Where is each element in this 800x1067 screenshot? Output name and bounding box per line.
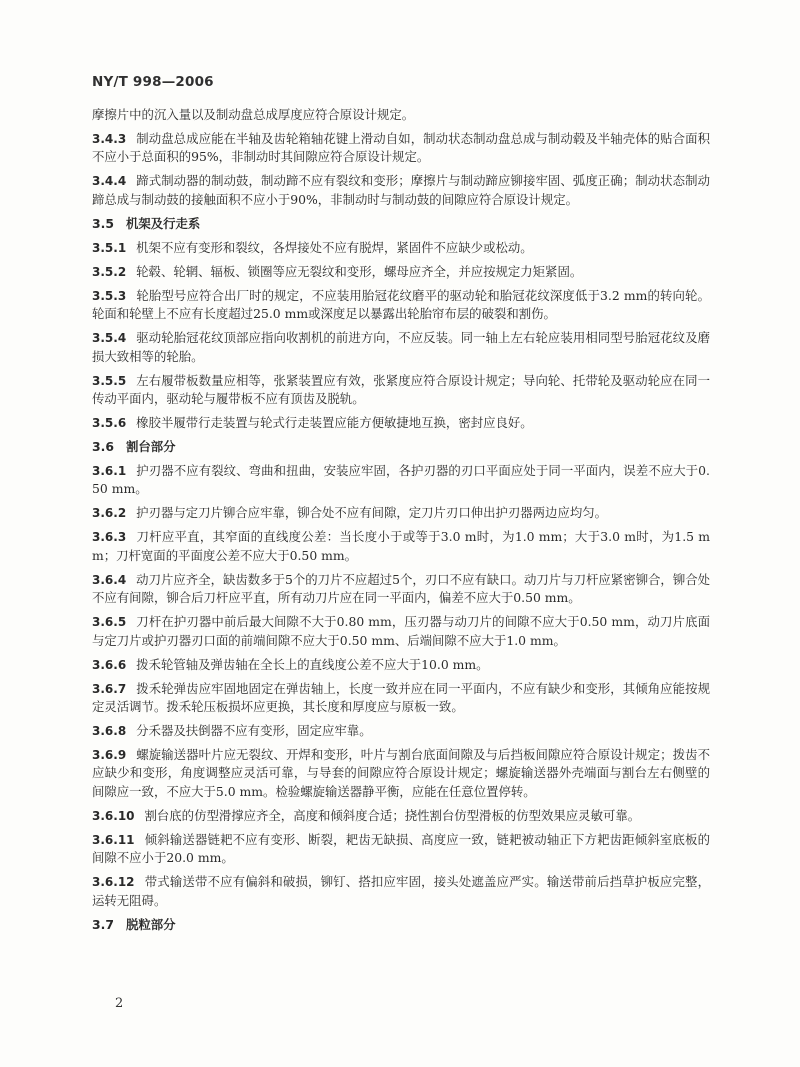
clause-text: 拨禾轮弹齿应牢固地固定在弹齿轴上，长度一致并应在同一平面内，不应有缺少和变形，其倾角应能按规定灵活调节。拨禾轮压板损坏应更换，其长度和厚度应与原板一致。 bbox=[92, 680, 710, 715]
clause-3-6-12 bbox=[92, 873, 710, 910]
clause-3-6-9 bbox=[92, 746, 710, 801]
clause-text: 螺旋输送器叶片应无裂纹、开焊和变形，叶片与割台底面间隙及与后挡板间隙应符合原设计规定；拨齿不应缺少和变形，角度调整应灵活可靠，与导套的间隙应符合原设计规定；螺旋输送器外壳端面与割台左右侧壁的间隙应一致，不应大于5.0 mm。检验螺旋输送器静平衡，应能在任意位置停转。 bbox=[92, 747, 710, 799]
clause-3-4-3 bbox=[92, 130, 710, 167]
clause-3-6-4 bbox=[92, 571, 710, 608]
clause-number: 3.6.1 bbox=[92, 464, 127, 479]
clause-number: 3.6.3 bbox=[92, 530, 127, 545]
clause-3-6-1 bbox=[92, 462, 710, 499]
clause-number: 3.6.8 bbox=[92, 724, 127, 739]
page-number: 2 bbox=[115, 996, 124, 1011]
clause-text: 轮胎型号应符合出厂时的规定，不应装用胎冠花纹磨平的驱动轮和胎冠花纹深度低于3.2 mm的转向轮。轮面和轮壁上不应有长度超过25.0 mm或深度足以暴露出轮胎帘布层的破裂和割伤。 bbox=[92, 287, 710, 322]
section-title: 机架及行走系 bbox=[125, 215, 201, 231]
section-title: 脱粒部分 bbox=[125, 916, 176, 932]
clause-3-6-10 bbox=[92, 807, 710, 825]
clause-number: 3.6.5 bbox=[92, 615, 127, 630]
clause-text: 轮毂、轮辋、辐板、锁圈等应无裂纹和变形，螺母应齐全，并应按规定力矩紧固。 bbox=[136, 263, 583, 279]
clause-number: 3.6.10 bbox=[92, 808, 135, 823]
clause-number: 3.5.4 bbox=[92, 331, 127, 346]
section-number: 3.7 bbox=[92, 916, 114, 932]
clause-number: 3.5.3 bbox=[92, 288, 127, 303]
clause-number: 3.4.4 bbox=[92, 174, 127, 189]
clause-text: 带式输送带不应有偏斜和破损，铆钉、搭扣应牢固，接头处遮盖应严实。输送带前后挡草护板应完整，运转无阻碍。 bbox=[92, 874, 710, 908]
continuation-paragraph: 摩擦片中的沉入量以及制动盘总成厚度应符合原设计规定。 bbox=[92, 107, 415, 122]
section-title: 割台部分 bbox=[125, 439, 176, 455]
clause-text: 护刃器与定刀片铆合应牢靠，铆合处不应有间隙，定刀片刃口伸出护刃器两边应均匀。 bbox=[136, 505, 608, 521]
clause-text: 分禾器及扶倒器不应有变形，固定应牢靠。 bbox=[136, 723, 372, 739]
clause-number: 3.5.1 bbox=[92, 240, 127, 255]
clause-text: 刀杆在护刃器中前后最大间隙不大于0.80 mm，压刃器与动刀片的间隙不应大于0.50 mm，动刀片底面与定刀片或护刃器刃口面的前端间隙不应大于0.50 mm、后端间隙不应大于1.0 mm。 bbox=[92, 614, 710, 648]
clause-3-5-3 bbox=[92, 287, 710, 324]
clause-number: 3.6.12 bbox=[92, 875, 135, 890]
clause-text: 割台底的仿型滑撑应齐全，高度和倾斜度合适；挠性割台仿型滑板的仿型效果应灵敏可靠。 bbox=[144, 807, 641, 823]
clause-text: 蹄式制动器的制动鼓，制动蹄不应有裂纹和变形；摩擦片与制动蹄应铆接牢固、弧度正确；制动状态制动蹄总成与制动鼓的接触面积不应小于90%，非制动时与制动鼓的间隙应符合原设计规定。 bbox=[92, 173, 710, 207]
clause-3-6-11 bbox=[92, 831, 710, 868]
clause-text: 制动盘总成应能在半轴及齿轮箱轴花键上滑动自如，制动状态制动盘总成与制动毂及半轴壳体的贴合面积不应小于总面积的95%，非制动时其间隙应符合原设计规定。 bbox=[92, 131, 710, 165]
clause-3-6-5 bbox=[92, 613, 710, 650]
clause-3-5-4 bbox=[92, 329, 710, 366]
clause-3-6-7 bbox=[92, 680, 710, 717]
clause-number: 3.6.7 bbox=[92, 681, 127, 696]
section-number: 3.5 bbox=[92, 215, 114, 231]
clause-3-6-8 bbox=[92, 722, 710, 740]
clause-number: 3.5.5 bbox=[92, 373, 127, 388]
section-3-5-heading bbox=[92, 215, 710, 233]
clause-number: 3.5.6 bbox=[92, 416, 127, 431]
clause-text: 护刃器不应有裂纹、弯曲和扭曲，安装应牢固，各护刃器的刃口平面应处于同一平面内，误差不应大于0.50 mm。 bbox=[92, 463, 710, 497]
clause-text: 驱动轮胎冠花纹顶部应指向收割机的前进方向，不应反装。同一轴上左右轮应装用相同型号胎冠花纹及磨损大致相等的轮胎。 bbox=[92, 330, 710, 364]
clause-3-6-2 bbox=[92, 504, 710, 522]
standard-code-header: NY/T 998—2006 bbox=[92, 74, 214, 90]
section-3-7-heading bbox=[92, 916, 710, 934]
section-number: 3.6 bbox=[92, 439, 114, 455]
clause-text: 机架不应有变形和裂纹，各焊接处不应有脱焊，紧固件不应缺少或松动。 bbox=[136, 239, 533, 255]
clause-3-5-6 bbox=[92, 414, 710, 432]
clause-text: 橡胶半履带行走装置与轮式行走装置应能方便敏捷地互换，密封应良好。 bbox=[136, 415, 533, 431]
clause-3-4-4 bbox=[92, 172, 710, 209]
clause-text: 拨禾轮管轴及弹齿轴在全长上的直线度公差不应大于10.0 mm。 bbox=[136, 656, 489, 672]
clause-3-5-1 bbox=[92, 239, 710, 257]
clause-number: 3.4.3 bbox=[92, 132, 127, 146]
clause-text: 动刀片应齐全，缺齿数多于5个的刀片不应超过5个，刃口不应有缺口。动刀片与刀杆应紧密铆合，铆合处不应有间隙，铆合后刀杆应平直，所有动刀片应在同一平面内，偏差不应大于0.50 mm。 bbox=[92, 571, 710, 606]
clause-text: 倾斜输送器链耙不应有变形、断裂，耙齿无缺损、高度应一致，链耙被动轴正下方耙齿距倾斜室底板的间隙不应小于20.0 mm。 bbox=[92, 831, 710, 866]
clause-3-5-5 bbox=[92, 372, 710, 409]
clause-3-5-2 bbox=[92, 263, 710, 281]
clause-number: 3.6.9 bbox=[92, 748, 127, 763]
clause-number: 3.6.6 bbox=[92, 657, 127, 672]
clause-3-6-3 bbox=[92, 528, 710, 565]
clause-3-6-6 bbox=[92, 656, 710, 674]
clause-text: 左右履带板数量应相等，张紧装置应有效，张紧度应符合原设计规定；导向轮、托带轮及驱动轮应在同一传动平面内，驱动轮与履带板不应有顶齿及脱轨。 bbox=[92, 372, 710, 407]
clause-number: 3.6.11 bbox=[92, 832, 135, 847]
clause-text: 刀杆应平直，其窄面的直线度公差：当长度小于或等于3.0 m时，为1.0 mm；大于3.0 m时，为1.5 mm；刀杆宽面的平面度公差不应大于0.50 mm。 bbox=[92, 529, 710, 563]
clause-number: 3.6.4 bbox=[92, 572, 127, 587]
document-body bbox=[92, 106, 710, 940]
section-3-6-heading bbox=[92, 438, 710, 456]
clause-number: 3.5.2 bbox=[92, 264, 127, 279]
clause-number: 3.6.2 bbox=[92, 506, 127, 521]
